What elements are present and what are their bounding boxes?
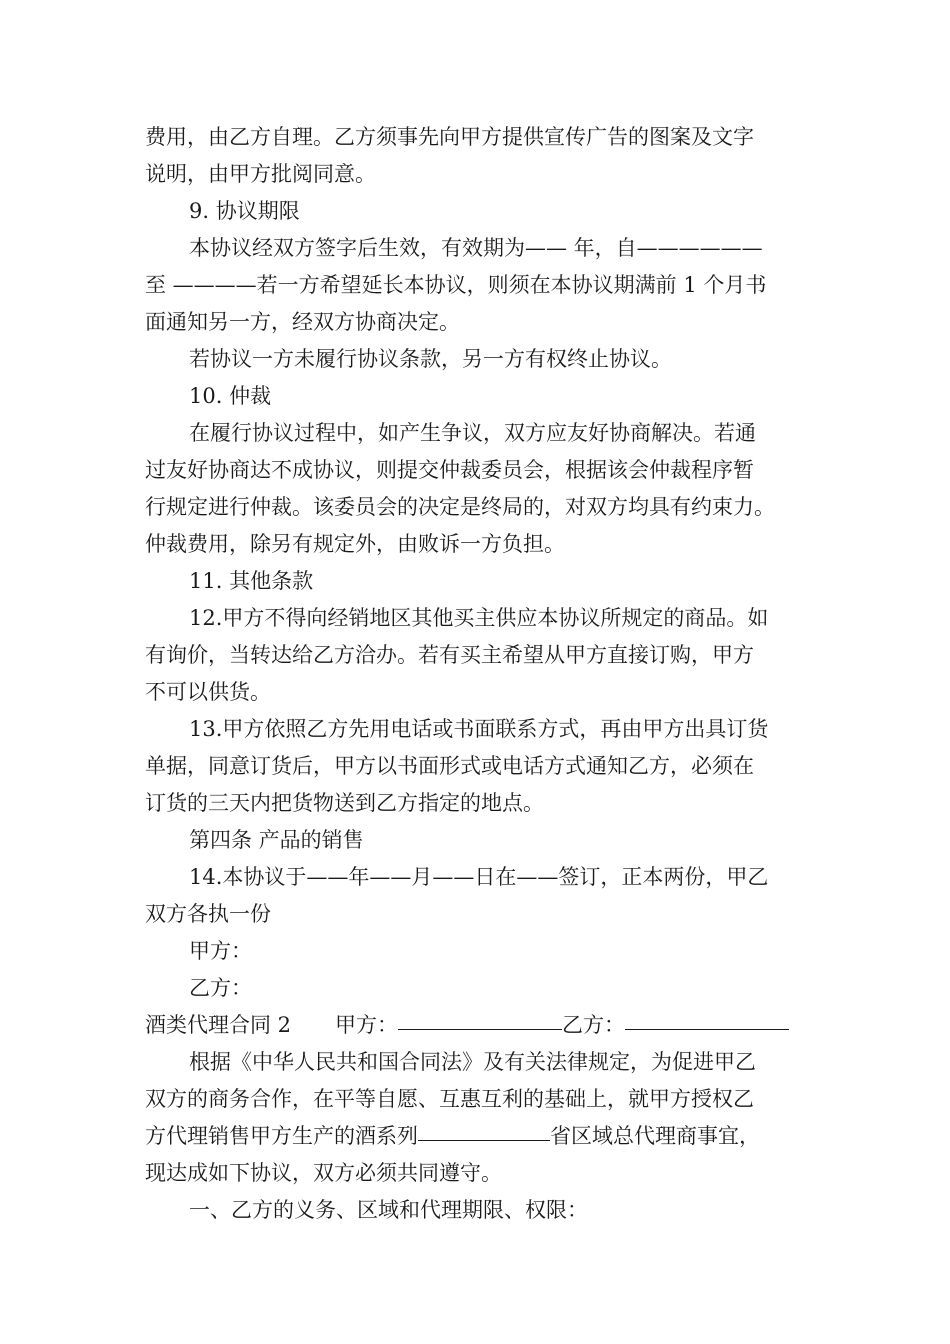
document-body <box>145 119 825 1229</box>
paragraph-line: 14.本协议于——年——月——日在——签订，正本两份，甲乙 <box>189 865 769 889</box>
preamble-line <box>145 1118 825 1155</box>
signature-party-a: 甲方： <box>189 939 252 963</box>
paragraph-line: 12.甲方不得向经销地区其他买主供应本协议所规定的商品。如 <box>189 606 769 630</box>
signature-party-b: 乙方： <box>189 976 252 1000</box>
clause-heading-other: 11. 其他条款 <box>189 569 314 593</box>
paragraph-line: 行规定进行仲裁。该委员会的决定是终局的，对双方均具有约束力。 <box>145 495 775 519</box>
paragraph-line: 订货的三天内把货物送到乙方指定的地点。 <box>145 791 544 815</box>
paragraph-line: 本协议经双方签字后生效，有效期为—— 年，自—————— <box>189 236 763 260</box>
preamble-text: 省区域总代理商事宜， <box>550 1124 760 1148</box>
paragraph-line: 说明，由甲方批阅同意。 <box>145 162 376 186</box>
paragraph-line: 过友好协商达不成协议，则提交仲裁委员会，根据该会仲裁程序暂 <box>145 458 754 482</box>
party-a-blank <box>398 1028 562 1030</box>
paragraph-line: 在履行协议过程中，如产生争议，双方应友好协商解决。若通 <box>189 421 756 445</box>
paragraph-line: 若协议一方未履行协议条款，另一方有权终止协议。 <box>189 347 672 371</box>
preamble-line: 双方的商务合作，在平等自愿、互惠互利的基础上，就甲方授权乙 <box>145 1087 754 1111</box>
article-heading-sales: 第四条 产品的销售 <box>189 828 364 852</box>
contract2-title: 酒类代理合同 2 <box>145 1013 292 1037</box>
paragraph-line: 至 ————若一方希望延长本协议，则须在本协议期满前 1 个月书 <box>145 273 767 297</box>
paragraph-line: 仲裁费用，除另有规定外，由败诉一方负担。 <box>145 532 565 556</box>
section-heading: 一、乙方的义务、区域和代理期限、权限： <box>189 1198 588 1222</box>
series-blank <box>418 1139 550 1141</box>
preamble-text: 方代理销售甲方生产的酒系列 <box>145 1124 418 1148</box>
preamble-line: 根据《中华人民共和国合同法》及有关法律规定，为促进甲乙 <box>189 1050 756 1074</box>
preamble-line: 现达成如下协议，双方必须共同遵守。 <box>145 1161 502 1185</box>
clause-heading-arbitration: 10. 仲裁 <box>189 384 272 408</box>
contract2-title-line <box>145 1007 825 1044</box>
paragraph-line: 单据，同意订货后，甲方以书面形式或电话方式通知乙方，必须在 <box>145 754 754 778</box>
party-b-label: 乙方： <box>562 1013 626 1037</box>
clause-heading-term: 9. 协议期限 <box>189 199 300 223</box>
paragraph-line: 面通知另一方，经双方协商决定。 <box>145 310 460 334</box>
party-b-blank <box>625 1028 789 1030</box>
paragraph-line: 有询价，当转达给乙方洽办。若有买主希望从甲方直接订购，甲方 <box>145 643 754 667</box>
party-a-label: 甲方： <box>335 1013 399 1037</box>
paragraph-line: 费用，由乙方自理。乙方须事先向甲方提供宣传广告的图案及文字 <box>145 125 754 149</box>
paragraph-line: 13.甲方依照乙方先用电话或书面联系方式，再由甲方出具订货 <box>189 717 769 741</box>
paragraph-line: 不可以供货。 <box>145 680 271 704</box>
paragraph-line: 双方各执一份 <box>145 902 271 926</box>
